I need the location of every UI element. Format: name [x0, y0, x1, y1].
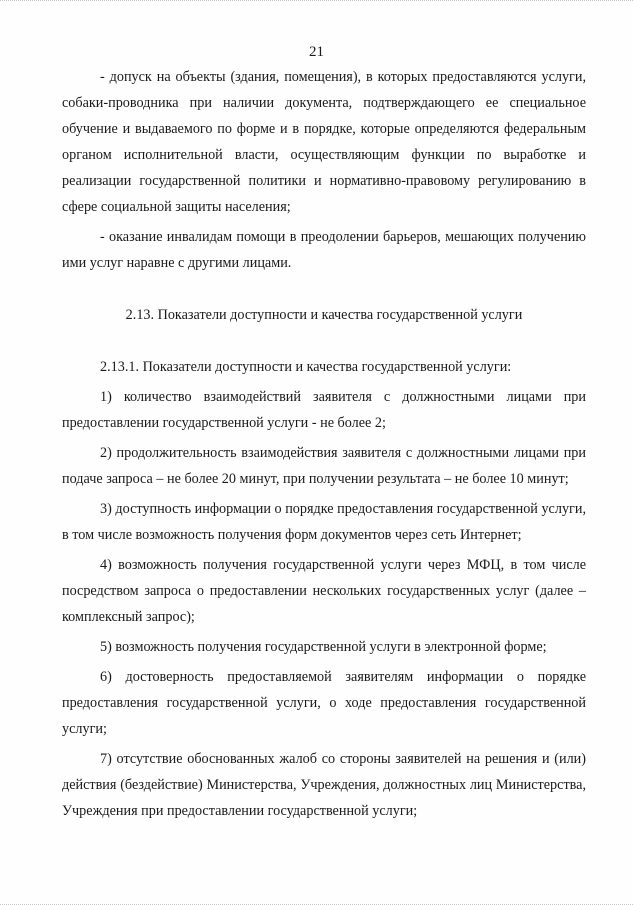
list-item-6: 6) достоверность предоставляемой заявителям информации о порядке предоставления государственной услуги, о ходе предоставления государственной услуги; — [62, 669, 586, 737]
document-body — [62, 64, 586, 824]
subsection-2-13-1: 2.13.1. Показатели доступности и качества государственной услуги: — [100, 359, 512, 375]
scan-top-edge — [0, 0, 633, 5]
list-item-2: 2) продолжительность взаимодействия заявителя с должностными лицами при подаче запроса – не более 20 минут, при получении результата – не более 10 минут; — [62, 445, 586, 487]
scan-bottom-edge — [0, 900, 633, 905]
list-item-3: 3) доступность информации о порядке предоставления государственной услуги, в том числе возможность получения форм документов через сеть Интернет; — [62, 501, 586, 543]
list-item-5: 5) возможность получения государственной услуги в электронной форме; — [100, 639, 547, 655]
paragraph-guide-dog-access: - допуск на объекты (здания, помещения), в которых предоставляются услуги, собаки-проводника при наличии документа, подтверждающего ее специальное обучение и выдаваемого по форме и в порядке, которые определяются федеральным органом исполнительной власти, осуществляющим функции по выработке и реализации государственной политики и нормативно-правовому регулированию в сфере социальной защиты населения; — [62, 69, 586, 215]
page-number: 21 — [309, 44, 324, 60]
paragraph-assistance-barriers: - оказание инвалидам помощи в преодолении барьеров, мешающих получению ими услуг наравне с другими лицами. — [62, 229, 586, 271]
list-item-4: 4) возможность получения государственной услуги через МФЦ, в том числе посредством запроса о предоставлении нескольких государственных услуг (далее – комплексный запрос); — [62, 557, 586, 625]
section-heading-2-13: 2.13. Показатели доступности и качества государственной услуги — [125, 307, 523, 323]
list-item-7: 7) отсутствие обоснованных жалоб со стороны заявителей на решения и (или) действия (бездействие) Министерства, Учреждения, должностных лиц Министерства, Учреждения при предоставлении государственной услуги; — [62, 751, 586, 819]
list-item-1: 1) количество взаимодействий заявителя с должностными лицами при предоставлении государственной услуги - не более 2; — [62, 389, 586, 431]
